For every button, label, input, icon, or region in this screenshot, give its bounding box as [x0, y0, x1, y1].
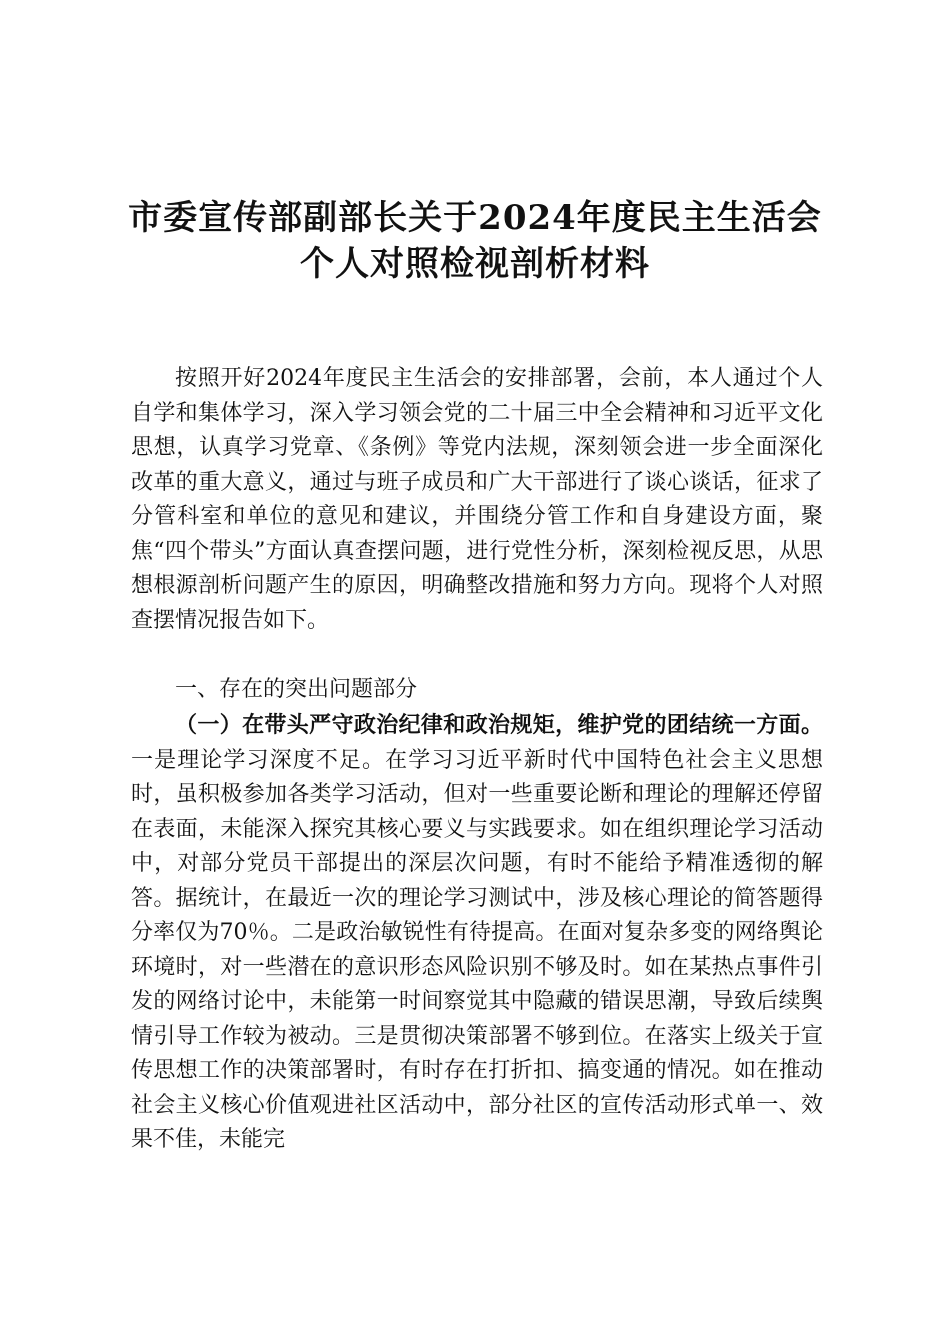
- subsection-body: 一是理论学习深度不足。在学习习近平新时代中国特色社会主义思想时，虽积极参加各类学习活动，但对一些重要论断和理论的理解还停留在表面，未能深入探究其核心要义与实践要求。如在组织理论学习活动中，对部分党员干部提出的深层次问题，有时不能给予精准透彻的解答。据统计，在最近一次的理论学习测试中，涉及核心理论的简答题得分率仅为70％。二是政治敏锐性有待提高。在面对复杂多变的网络舆论环境时，对一些潜在的意识形态风险识别不够及时。如在某热点事件引发的网络讨论中，未能第一时间察觉其中隐藏的错误思潮，导致后续舆情引导工作较为被动。三是贯彻决策部署不够到位。在落实上级关于宣传思想工作的决策部署时，有时存在打折扣、搞变通的情况。如在推动社会主义核心价值观进社区活动中，部分社区的宣传活动形式单一、效果不佳，未能完: [131, 747, 823, 1152]
- document-title-line-1: 市委宣传部副部长关于2024年度民主生活会: [128, 198, 822, 238]
- intro-paragraph: 按照开好2024年度民主生活会的安排部署，会前，本人通过个人自学和集体学习，深入学习领会党的二十届三中全会精神和习近平文化思想，认真学习党章、《条例》等党内法规，深刻领会进一步全面深化改革的重大意义，通过与班子成员和广大干部进行了谈心谈话，征求了分管科室和单位的意见和建议，并围绕分管工作和自身建设方面，聚焦“四个带头”方面认真查摆问题，进行党性分析，深刻检视反思，从思想根源剖析问题产生的原因，明确整改措施和努力方向。现将个人对照查摆情况报告如下。: [131, 366, 823, 633]
- section-heading: 一、存在的突出问题部分: [175, 677, 418, 702]
- subsection-lead: （一）在带头严守政治纪律和政治规矩，维护党的团结统一方面。: [175, 712, 823, 738]
- section-1-paragraph: [131, 708, 823, 1158]
- document-title-line-2: 个人对照检视剖析材料: [300, 244, 650, 284]
